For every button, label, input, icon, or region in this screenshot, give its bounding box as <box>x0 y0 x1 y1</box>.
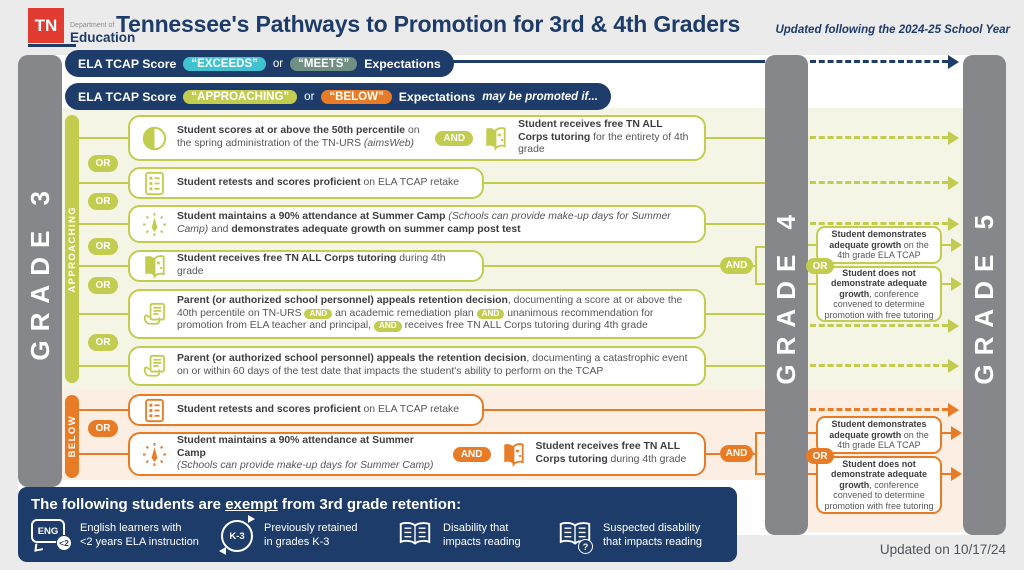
reading-disability-icon <box>396 519 434 549</box>
banner2-or: or <box>304 90 315 103</box>
text-run: English learners with <box>80 522 182 534</box>
growth-yes-box <box>816 416 942 454</box>
or-pill: OR <box>88 420 118 437</box>
connector-line <box>755 246 765 248</box>
banner1-prefix: ELA TCAP Score <box>78 56 177 71</box>
connector-line <box>706 313 765 315</box>
connector-line <box>79 409 128 411</box>
text-run: receives free TN ALL Corps tutoring during 4th grade <box>401 320 648 332</box>
arrowhead <box>948 131 959 145</box>
and-pill: AND <box>435 131 473 146</box>
text-bold: Student does not demonstrate adequate growth <box>830 267 928 299</box>
exempt-item-text <box>264 522 358 549</box>
badge-text: <2 <box>59 538 69 548</box>
appeal-document-icon <box>141 353 168 380</box>
pathway-text <box>518 119 693 157</box>
text-bold: Parent (or authorized school personnel) appeals retention decision <box>177 295 508 307</box>
pathway-text <box>177 125 426 150</box>
banner1-or: or <box>272 57 284 70</box>
pathway-text <box>177 253 471 278</box>
or-pill: OR <box>88 155 118 172</box>
connector-line <box>79 453 128 455</box>
text-run: Suspected disability <box>603 522 701 534</box>
connector-line <box>755 432 757 475</box>
logo-education: Education <box>70 30 136 45</box>
arrowhead <box>951 238 962 252</box>
banner1-suffix: Expectations <box>364 56 441 71</box>
or-pill: OR <box>88 334 118 351</box>
or-pill: OR <box>806 448 834 464</box>
connector-line <box>706 365 765 367</box>
pathway-aimsweb-tutoring <box>128 115 706 161</box>
pathway-text <box>536 441 694 466</box>
text-italic: (aimsWeb) <box>363 138 414 149</box>
arrowhead <box>951 277 962 291</box>
text-run: Disability that <box>443 522 509 534</box>
connector-line <box>79 137 128 139</box>
pathway-retake-below <box>128 394 484 426</box>
page-title: Tennessee's Pathways to Promotion for 3rd & 4th Graders <box>116 11 741 37</box>
banner2-suffix: Expectations <box>398 89 476 104</box>
or-pill: OR <box>806 258 834 274</box>
promotion-dashed-arrow <box>810 222 948 225</box>
and-pill: AND <box>720 445 753 462</box>
grade4-label: GRADE 4 <box>771 205 801 385</box>
exempt-item-text <box>443 522 521 549</box>
tn-logo <box>28 8 64 43</box>
pathway-camp-and-tutoring <box>128 432 706 476</box>
growth-no-box <box>816 266 942 322</box>
text-bold: Student receives free TN ALL Corps tutoring <box>518 119 663 143</box>
pathway-appeal-40th <box>128 289 706 339</box>
text-run: on the 4th grade ELA TCAP <box>837 239 929 261</box>
grade5-bar <box>963 55 1006 535</box>
arrowhead <box>948 319 959 333</box>
connector-line <box>484 265 720 267</box>
grade4-bar <box>765 55 808 535</box>
connector-line <box>484 409 765 411</box>
banner2-prefix: ELA TCAP Score <box>78 89 177 104</box>
or-pill: OR <box>88 277 118 294</box>
approaching-pill: “APPROACHING” <box>183 90 297 104</box>
text-bold: Student retests and scores proficient <box>177 403 361 415</box>
arrowhead <box>951 426 962 440</box>
connector-line <box>79 365 128 367</box>
growth-no-box <box>816 456 942 514</box>
text-bold: Parent (or authorized school personnel) appeals the retention decision <box>177 353 527 365</box>
text-italic: (Schools can provide make-up days for Summer Camp) <box>177 211 671 235</box>
text-bold: tutoring <box>568 454 608 465</box>
eng-bubble-text: ENG <box>37 525 59 537</box>
tutoring-book-icon <box>482 125 509 152</box>
promotion-dashed-arrow <box>810 408 948 411</box>
and-pill: AND <box>720 257 753 274</box>
exempt-item-text <box>603 522 702 549</box>
page-subtitle: Updated following the 2024-25 School Year <box>775 24 1010 36</box>
text-run: , conference convened to determine promotion with free tutoring <box>824 479 934 511</box>
below-section-bar <box>65 395 79 478</box>
grade5-label: GRADE 5 <box>969 205 999 385</box>
promotion-dashed-arrow <box>810 136 948 139</box>
text-run: , documenting a catastrophic event on or within 60 days of the test date that impacts the student's ability to perform on the TCAP <box>177 353 688 377</box>
summer-camp-icon <box>141 441 168 468</box>
summer-camp-icon <box>141 211 168 238</box>
growth-yes-box <box>816 226 942 264</box>
promotion-dashed-arrow <box>810 181 948 184</box>
connector-line <box>755 473 765 475</box>
retest-checklist-icon <box>141 397 168 424</box>
promotion-dashed-arrow <box>810 324 948 327</box>
text-bold: Student demonstrates adequate growth <box>829 419 927 440</box>
grade3-label: GRADE 3 <box>24 181 55 361</box>
grade3-bar <box>18 55 62 487</box>
pathway-text <box>177 295 693 333</box>
text-run: <2 years ELA instruction <box>80 535 199 548</box>
text-run: The following students are <box>31 496 226 513</box>
text-run: on the 4th grade ELA TCAP <box>837 429 929 451</box>
text-run: that impacts reading <box>603 535 703 548</box>
text-run: an academic remediation plan <box>332 307 477 319</box>
pathway-text <box>177 353 693 378</box>
text-run: on ELA TCAP retake <box>360 176 460 188</box>
pathway-text <box>177 435 444 473</box>
and-pill-inline: AND <box>374 321 402 332</box>
logo-department-of: Department of <box>70 22 115 29</box>
percentile-gauge-icon <box>141 125 168 152</box>
text-run: , documenting a score at or above the 40th percentile on TN-URS <box>177 295 683 319</box>
promotion-dashed-arrow <box>810 364 948 367</box>
pathway-text <box>177 177 459 190</box>
approaching-section-label: APPROACHING <box>66 205 78 293</box>
text-bold: Student maintains a 90% attendance at Summer Camp <box>177 435 414 459</box>
exceeds-pill: “EXCEEDS” <box>183 57 265 71</box>
k3-icon-text: K-3 <box>229 530 245 542</box>
arrowhead <box>951 467 962 481</box>
banner-approaching-below <box>65 83 611 110</box>
below-pill: “BELOW” <box>321 90 391 104</box>
connector-line <box>755 283 765 285</box>
text-run: and <box>208 224 232 235</box>
question-badge <box>578 539 593 554</box>
text-run: during 4th grade <box>177 253 446 277</box>
eng-bubble-tail <box>34 542 43 551</box>
connector-line <box>484 182 765 184</box>
arrowhead <box>948 217 959 231</box>
tutoring-book-icon <box>500 441 527 468</box>
connector-line <box>79 223 128 225</box>
connector-line <box>706 453 720 455</box>
text-run: from 3rd grade retention: <box>277 496 462 513</box>
arrowhead <box>948 55 959 69</box>
exemption-panel <box>18 487 737 562</box>
text-run: impacts reading <box>443 535 521 548</box>
connector-line <box>706 137 765 139</box>
k3-arrowhead <box>219 547 226 555</box>
connector-line <box>79 182 128 184</box>
connector-line <box>79 265 128 267</box>
text-run: during 4th grade <box>607 454 687 465</box>
retest-checklist-icon <box>141 170 168 197</box>
exempt-item-text <box>80 522 199 549</box>
text-bold: Student receives free TN ALL Corps tutoring <box>177 253 397 265</box>
banner-meets-exceeds <box>65 50 454 77</box>
tutoring-book-icon <box>141 253 168 280</box>
text-run: in grades K-3 <box>264 535 330 548</box>
text-bold: Student retests and scores proficient <box>177 176 361 188</box>
text-italic: (Schools can provide make-up days for Summer Camp) <box>177 460 434 472</box>
less-than-2-badge <box>56 535 72 551</box>
text-bold: Student maintains a 90% attendance at Summer Camp <box>177 211 446 223</box>
pathway-text <box>177 211 693 236</box>
k3-arrowhead <box>248 515 255 523</box>
text-run: unanimous recommendation for promotion from ELA teacher and principal, <box>177 307 654 332</box>
text-run: on ELA TCAP retake <box>360 403 460 415</box>
or-pill: OR <box>88 238 118 255</box>
text-bold: Student receives free TN ALL Corps <box>535 441 680 465</box>
meets-pill: “MEETS” <box>290 57 357 71</box>
connector-line <box>706 223 765 225</box>
pathway-summer-camp-growth <box>128 205 706 243</box>
text-run: for the entirety of 4th grade <box>518 131 689 156</box>
and-pill: AND <box>453 447 491 462</box>
text-run: on the spring administration of the TN-URS <box>177 125 420 149</box>
updated-date: Updated on 10/17/24 <box>879 542 1006 557</box>
connector-line <box>755 432 765 434</box>
text-bold: Student does not demonstrate adequate growth <box>830 458 928 490</box>
or-pill: OR <box>88 193 118 210</box>
appeal-document-icon <box>141 301 168 328</box>
logo-underline <box>28 44 76 47</box>
text-bold: Student demonstrates adequate growth <box>829 229 927 250</box>
tn-logo-text: TN <box>34 15 58 35</box>
approaching-section-bar <box>65 115 79 383</box>
pathway-text <box>177 404 459 417</box>
text-bold: Student scores at or above the 50th percentile <box>177 125 406 137</box>
text-underlined: exempt <box>225 496 278 513</box>
pathway-tutoring-4th <box>128 250 484 282</box>
exemption-title <box>31 496 461 513</box>
text-bold: demonstrates adequate growth on summer camp post test <box>231 224 521 235</box>
and-pill-inline: AND <box>304 309 332 320</box>
pathway-retake-approaching <box>128 167 484 199</box>
text-run: Previously retained <box>264 522 358 534</box>
arrowhead <box>948 403 959 417</box>
connector-line <box>79 313 128 315</box>
banner2-note: may be promoted if... <box>482 90 598 103</box>
pathway-appeal-catastrophic <box>128 346 706 386</box>
below-section-label: BELOW <box>66 415 78 458</box>
arrowhead <box>948 176 959 190</box>
connector-line <box>755 246 757 285</box>
badge-text: ? <box>582 541 589 552</box>
arrowhead <box>948 359 959 373</box>
promotion-line-dashed <box>810 60 948 63</box>
and-pill-inline: AND <box>477 309 505 320</box>
text-run: , conference convened to determine promotion with free tutoring <box>824 288 934 320</box>
